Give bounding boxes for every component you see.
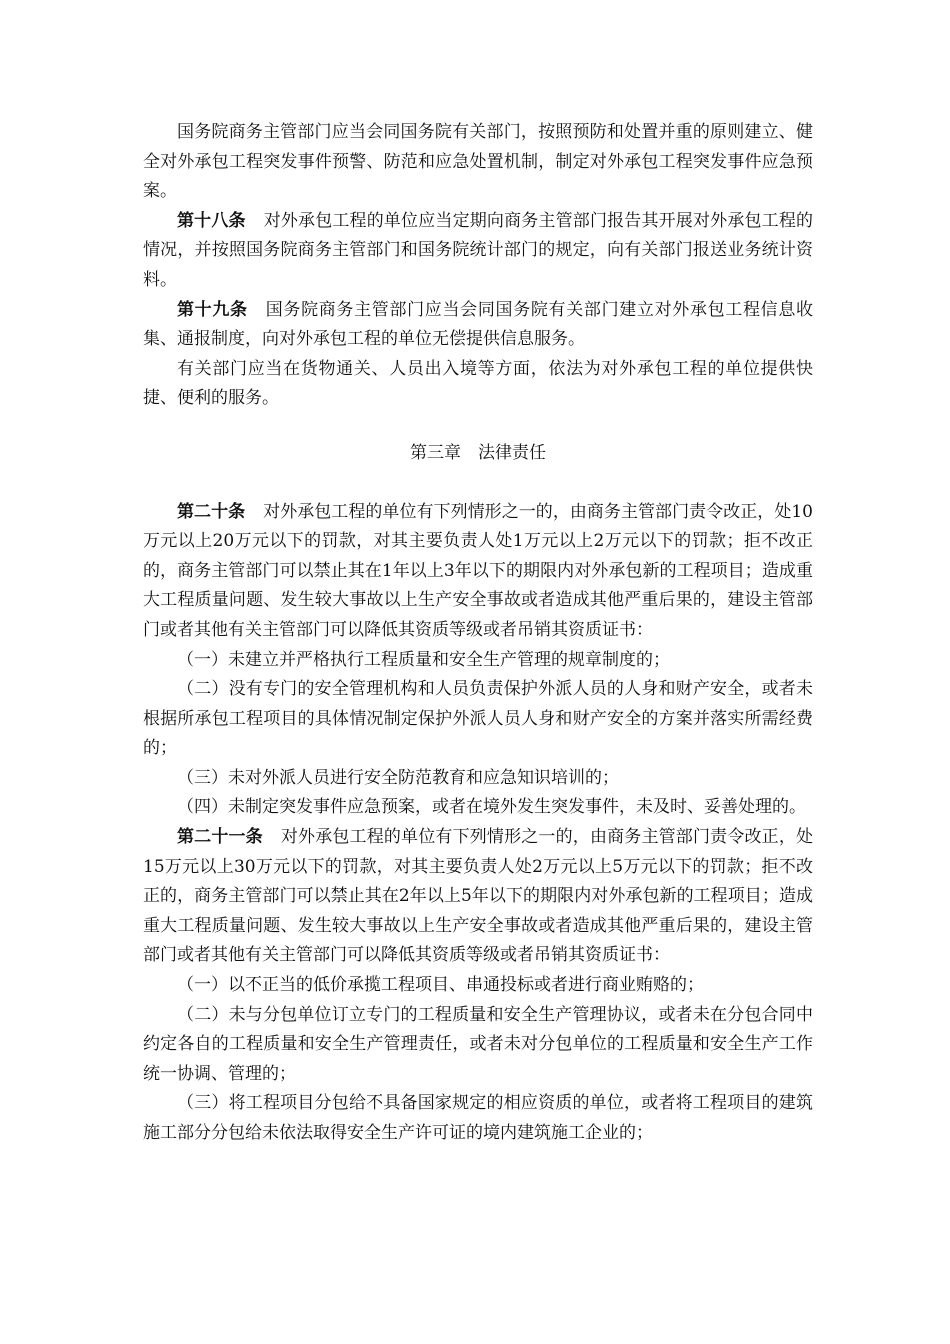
list-item bbox=[143, 764, 813, 794]
list-item bbox=[143, 793, 813, 823]
paragraph-text: 对外承包工程的单位有下列情形之一的，由商务主管部门责令改正，处15万元以上30万元以下的罚款，对其主要负责人处2万元以上5万元以下的罚款；拒不改正的，商务主管部门可以禁止其在2年以上5年以下的期限内对外承包新的工程项目；造成重大工程质量问题、发生较大事故以上生产安全事故或者造成其他严重后果的，建设主管部门或者其他有关主管部门可以降低其资质等级或者吊销其资质证书： bbox=[143, 827, 814, 966]
article-21 bbox=[143, 823, 813, 971]
article-18 bbox=[143, 207, 813, 296]
article-19 bbox=[143, 296, 813, 355]
article-20 bbox=[143, 498, 813, 646]
paragraph-text: （一）以不正当的低价承揽工程项目、串通投标或者进行商业贿赂的； bbox=[177, 975, 704, 996]
paragraph-text: （一）未建立并严格执行工程质量和安全生产管理的规章制度的； bbox=[177, 649, 670, 670]
list-item bbox=[143, 1089, 813, 1148]
paragraph-text: 对外承包工程的单位应当定期向商务主管部门报告其开展对外承包工程的情况，并按照国务院商务主管部门和国务院统计部门的规定，向有关部门报送业务统计资料。 bbox=[143, 210, 814, 290]
chapter-number: 第三章 bbox=[410, 442, 461, 463]
article-number: 第十九条 bbox=[177, 299, 248, 320]
paragraph-text: （三）将工程项目分包给不具备国家规定的相应资质的单位，或者将工程项目的建筑施工部分分包给未依法取得安全生产许可证的境内建筑施工企业的； bbox=[143, 1093, 813, 1143]
article-number: 第十八条 bbox=[177, 210, 246, 231]
list-item bbox=[143, 1001, 813, 1090]
paragraph-text: （二）没有专门的安全管理机构和人员负责保护外派人员的人身和财产安全，或者未根据所承包工程项目的具体情况制定保护外派人员人身和财产安全的方案并落实所需经费的； bbox=[143, 679, 813, 759]
paragraph-text: （四）未制定突发事件应急预案，或者在境外发生突发事件，未及时、妥善处理的。 bbox=[177, 797, 806, 818]
list-item bbox=[143, 971, 813, 1001]
paragraph-text: 有关部门应当在货物通关、人员出入境等方面，依法为对外承包工程的单位提供快捷、便利的服务。 bbox=[143, 358, 813, 409]
article-number: 第二十条 bbox=[177, 501, 246, 522]
chapter-heading bbox=[143, 439, 813, 469]
paragraph-text: （二）未与分包单位订立专门的工程质量和安全生产管理协议，或者未在分包合同中约定各自的工程质量和安全生产管理责任，或者未对分包单位的工程质量和安全生产工作统一协调、管理的； bbox=[143, 1004, 813, 1084]
article-number: 第二十一条 bbox=[177, 827, 263, 848]
paragraph-text: 对外承包工程的单位有下列情形之一的，由商务主管部门责令改正，处10万元以上20万元以下的罚款，对其主要负责人处1万元以上2万元以下的罚款；拒不改正的，商务主管部门可以禁止其在1年以上3年以下的期限内对外承包新的工程项目；造成重大工程质量问题、发生较大事故以上生产安全事故或者造成其他严重后果的，建设主管部门或者其他有关主管部门可以降低其资质等级或者吊销其资质证书： bbox=[143, 501, 813, 640]
paragraph-t3 bbox=[143, 355, 813, 414]
list-item bbox=[143, 675, 813, 764]
chapter-title: 法律责任 bbox=[478, 442, 546, 463]
paragraph-text: 国务院商务主管部门应当会同国务院有关部门建立对外承包工程信息收集、通报制度，向对外承包工程的单位无偿提供信息服务。 bbox=[143, 299, 814, 350]
document-page bbox=[143, 118, 813, 1149]
paragraph-text: （三）未对外派人员进行安全防范教育和应急知识培训的； bbox=[177, 767, 619, 788]
list-item bbox=[143, 646, 813, 676]
paragraph-text: 国务院商务主管部门应当会同国务院有关部门，按照预防和处置并重的原则建立、健全对外承包工程突发事件预警、防范和应急处置机制，制定对外承包工程突发事件应急预案。 bbox=[143, 122, 813, 202]
paragraph-t0 bbox=[143, 118, 813, 207]
